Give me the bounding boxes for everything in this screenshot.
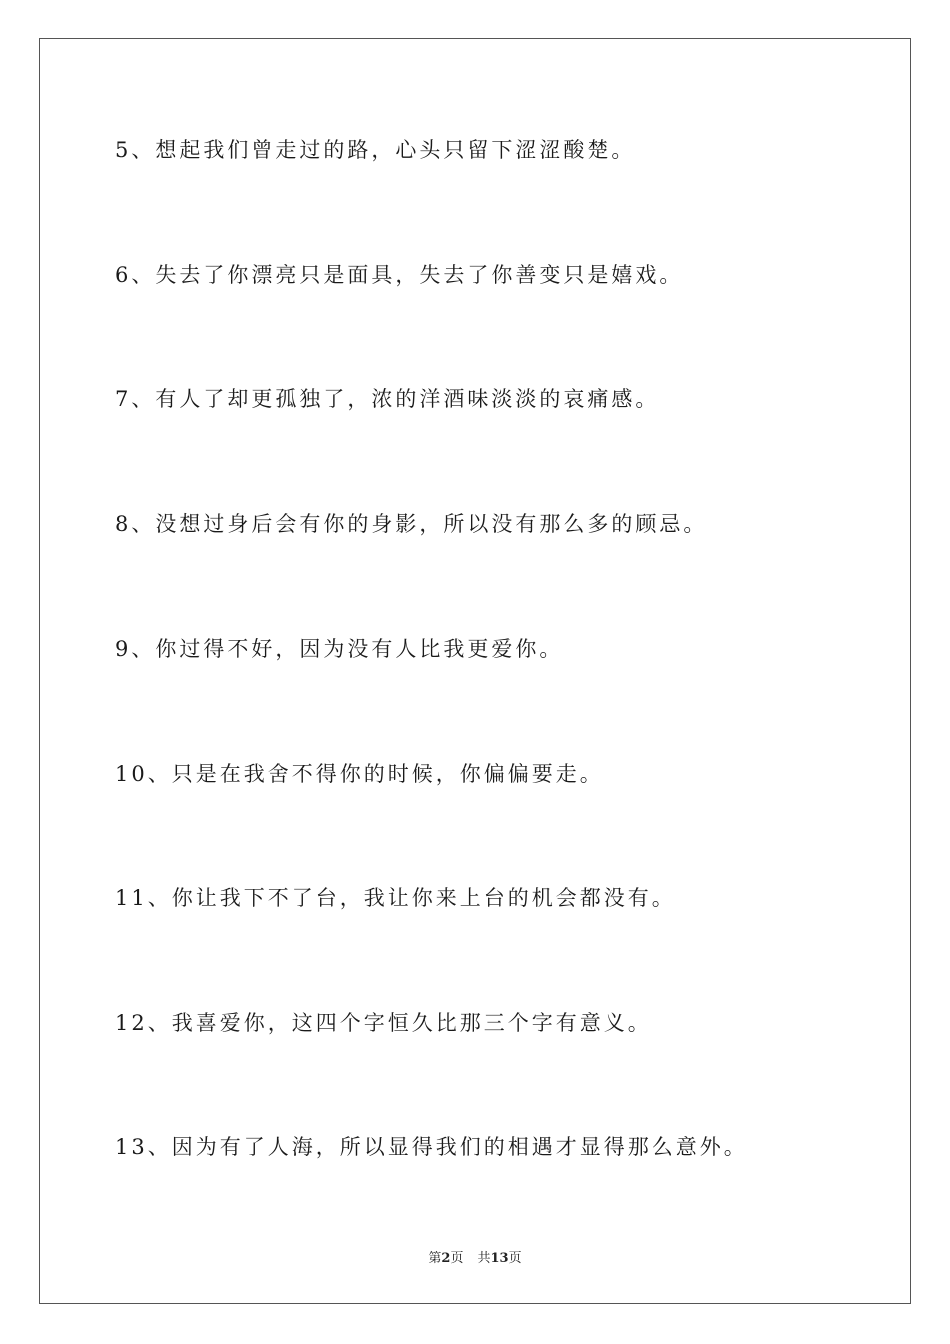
text-line-8: 8、没想过身后会有你的身影，所以没有那么多的顾忌。	[115, 512, 708, 536]
page-suffix: 页	[450, 1251, 464, 1266]
total-prefix: 共	[477, 1251, 491, 1266]
text-line-9: 9、你过得不好，因为没有人比我更爱你。	[115, 637, 564, 661]
page-footer	[0, 1247, 950, 1266]
text-line-11: 11、你让我下不了台，我让你来上台的机会都没有。	[115, 886, 676, 910]
page-border	[39, 38, 911, 1304]
page-number: 2	[441, 1251, 451, 1266]
text-line-10: 10、只是在我舍不得你的时候，你偏偏要走。	[115, 762, 604, 786]
page-prefix: 第	[428, 1251, 442, 1266]
total-suffix: 页	[508, 1251, 522, 1266]
text-line-5: 5、想起我们曾走过的路，心头只留下涩涩酸楚。	[115, 138, 636, 162]
total-pages: 13	[490, 1251, 509, 1266]
text-line-13: 13、因为有了人海，所以显得我们的相遇才显得那么意外。	[115, 1135, 748, 1159]
text-line-6: 6、失去了你漂亮只是面具，失去了你善变只是嬉戏。	[115, 263, 684, 287]
text-line-12: 12、我喜爱你，这四个字恒久比那三个字有意义。	[115, 1011, 652, 1035]
text-line-7: 7、有人了却更孤独了，浓的洋酒味淡淡的哀痛感。	[115, 387, 660, 411]
